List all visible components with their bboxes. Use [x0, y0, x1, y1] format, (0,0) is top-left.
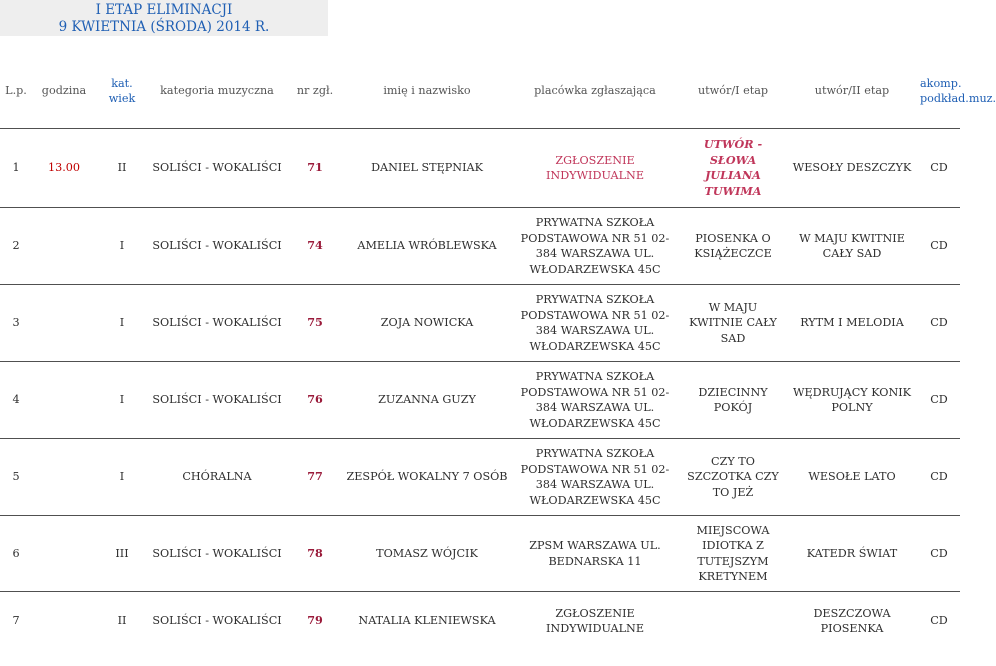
- header-lp: L.p.: [0, 54, 32, 129]
- cell-akomp: CD: [918, 208, 960, 285]
- cell-utwor-2: KATEDR ŚWIAT: [786, 516, 918, 592]
- cell-utwor-2: DESZCZOWA PIOSENKA: [813, 606, 891, 635]
- header-nr-zgl: nr zgł.: [286, 54, 344, 129]
- cell-imie: DANIEL STĘPNIAK: [344, 129, 510, 208]
- cell-imie: ZOJA NOWICKA: [344, 285, 510, 362]
- cell-utwor-1: CZY TO SZCZOTKA CZY TO JEŻ: [680, 439, 786, 516]
- cell-lp: 5: [0, 439, 32, 516]
- cell-utwor-2: RYTM I MELODIA: [786, 285, 918, 362]
- cell-imie: ZUZANNA GUZY: [344, 362, 510, 439]
- cell-lp: 1: [0, 129, 32, 208]
- table-row: [0, 208, 960, 285]
- header-akomp: akomp. podkład.muz.: [918, 54, 960, 129]
- cell-utwor-2: W MAJU KWITNIE CAŁY SAD: [786, 208, 918, 285]
- cell-imie: ZESPÓŁ WOKALNY 7 OSÓB: [344, 439, 510, 516]
- cell-akomp: CD: [930, 614, 948, 628]
- cell-nr: 79: [307, 613, 323, 628]
- title-line-1: I ETAP ELIMINACJI: [95, 2, 233, 18]
- cell-akomp: CD: [918, 129, 960, 208]
- cell-utwor-2: WESOŁE LATO: [786, 439, 918, 516]
- cell-utwor-1: [680, 592, 786, 651]
- cell-akomp: CD: [918, 362, 960, 439]
- cell-nr: 77: [286, 439, 344, 516]
- cell-placowka: PRYWATNA SZKOŁA PODSTAWOWA NR 51 02-384 WARSZAWA UL. WŁODARZEWSKA 45C: [510, 208, 680, 285]
- cell-godzina: 13.00: [32, 129, 96, 208]
- cell-placowka: PRYWATNA SZKOŁA PODSTAWOWA NR 51 02-384 WARSZAWA UL. WŁODARZEWSKA 45C: [510, 439, 680, 516]
- cell-nr: 78: [286, 516, 344, 592]
- table-row: [0, 129, 960, 208]
- cell-imie: AMELIA WRÓBLEWSKA: [344, 208, 510, 285]
- cell-placowka: ZGŁOSZENIE INDYWIDUALNE: [546, 606, 644, 635]
- cell-kategoria: SOLIŚCI - WOKALIŚCI: [148, 208, 286, 285]
- table-header-row: [0, 54, 960, 129]
- cell-placowka: ZPSM WARSZAWA UL. BEDNARSKA 11: [510, 516, 680, 592]
- cell-kategoria: SOLIŚCI - WOKALIŚCI: [148, 285, 286, 362]
- cell-utwor-1: DZIECINNY POKÓJ: [680, 362, 786, 439]
- cell-lp: 4: [0, 362, 32, 439]
- cell-utwor-1: PIOSENKA O KSIĄŻECZCE: [680, 208, 786, 285]
- cell-utwor-2: WESOŁY DESZCZYK: [786, 129, 918, 208]
- schedule-table: [0, 54, 996, 650]
- cell-placowka: PRYWATNA SZKOŁA PODSTAWOWA NR 51 02-384 WARSZAWA UL. WŁODARZEWSKA 45C: [510, 285, 680, 362]
- cell-nr: 74: [286, 208, 344, 285]
- cell-akomp: CD: [918, 439, 960, 516]
- cell-placowka: PRYWATNA SZKOŁA PODSTAWOWA NR 51 02-384 WARSZAWA UL. WŁODARZEWSKA 45C: [510, 362, 680, 439]
- cell-placowka: ZGŁOSZENIE INDYWIDUALNE: [510, 129, 680, 208]
- cell-nr: 75: [286, 285, 344, 362]
- cell-imie: TOMASZ WÓJCIK: [344, 516, 510, 592]
- cell-lp: 2: [0, 208, 32, 285]
- cell-kat: II: [96, 129, 148, 208]
- table-row: [0, 516, 960, 592]
- cell-utwor-1: UTWÓR -SŁOWA JULIANA TUWIMA: [680, 129, 786, 208]
- table-row: [0, 362, 960, 439]
- cell-kat: I: [96, 208, 148, 285]
- cell-kategoria: SOLIŚCI - WOKALIŚCI: [148, 129, 286, 208]
- header-godzina: godzina: [32, 54, 96, 129]
- document-title: [0, 0, 328, 36]
- title-line-2: 9 KWIETNIA (ŚRODA) 2014 R.: [58, 19, 270, 35]
- header-imie-nazwisko: imię i nazwisko: [344, 54, 510, 129]
- cell-nr: 71: [286, 129, 344, 208]
- cell-kategoria: CHÓRALNA: [148, 439, 286, 516]
- cell-utwor-1: W MAJU KWITNIE CAŁY SAD: [680, 285, 786, 362]
- table-row: [0, 285, 960, 362]
- header-kategoria: kategoria muzyczna: [148, 54, 286, 129]
- header-placowka: placówka zgłaszająca: [510, 54, 680, 129]
- cell-kat: II: [117, 614, 127, 628]
- cell-godzina: [32, 285, 96, 362]
- cell-godzina: [32, 592, 96, 651]
- cell-akomp: CD: [918, 285, 960, 362]
- cell-lp: 6: [0, 516, 32, 592]
- cell-kategoria: SOLIŚCI - WOKALIŚCI: [148, 516, 286, 592]
- cell-godzina: [32, 516, 96, 592]
- cell-lp: 7: [12, 614, 20, 628]
- cell-kat: I: [96, 439, 148, 516]
- cell-godzina: [32, 362, 96, 439]
- header-utwor-1: utwór/I etap: [680, 54, 786, 129]
- cell-utwor-1: MIEJSCOWA IDIOTKA Z TUTEJSZYM KRETYNEM: [680, 516, 786, 592]
- cell-godzina: [32, 439, 96, 516]
- cell-imie: NATALIA KLENIEWSKA: [358, 614, 496, 628]
- cell-kat: III: [96, 516, 148, 592]
- cell-nr: 76: [286, 362, 344, 439]
- cell-akomp: CD: [918, 516, 960, 592]
- header-kat-wiek: kat. wiek: [96, 54, 148, 129]
- cell-godzina: [32, 208, 96, 285]
- cell-kat: I: [96, 285, 148, 362]
- header-utwor-2: utwór/II etap: [786, 54, 918, 129]
- cell-utwor-2: WĘDRUJĄCY KONIK POLNY: [786, 362, 918, 439]
- cell-lp: 3: [0, 285, 32, 362]
- table-row: [0, 592, 960, 651]
- cell-kategoria: SOLIŚCI - WOKALIŚCI: [148, 362, 286, 439]
- cell-kat: I: [96, 362, 148, 439]
- cell-kategoria: SOLIŚCI - WOKALIŚCI: [152, 614, 282, 628]
- table-row: [0, 439, 960, 516]
